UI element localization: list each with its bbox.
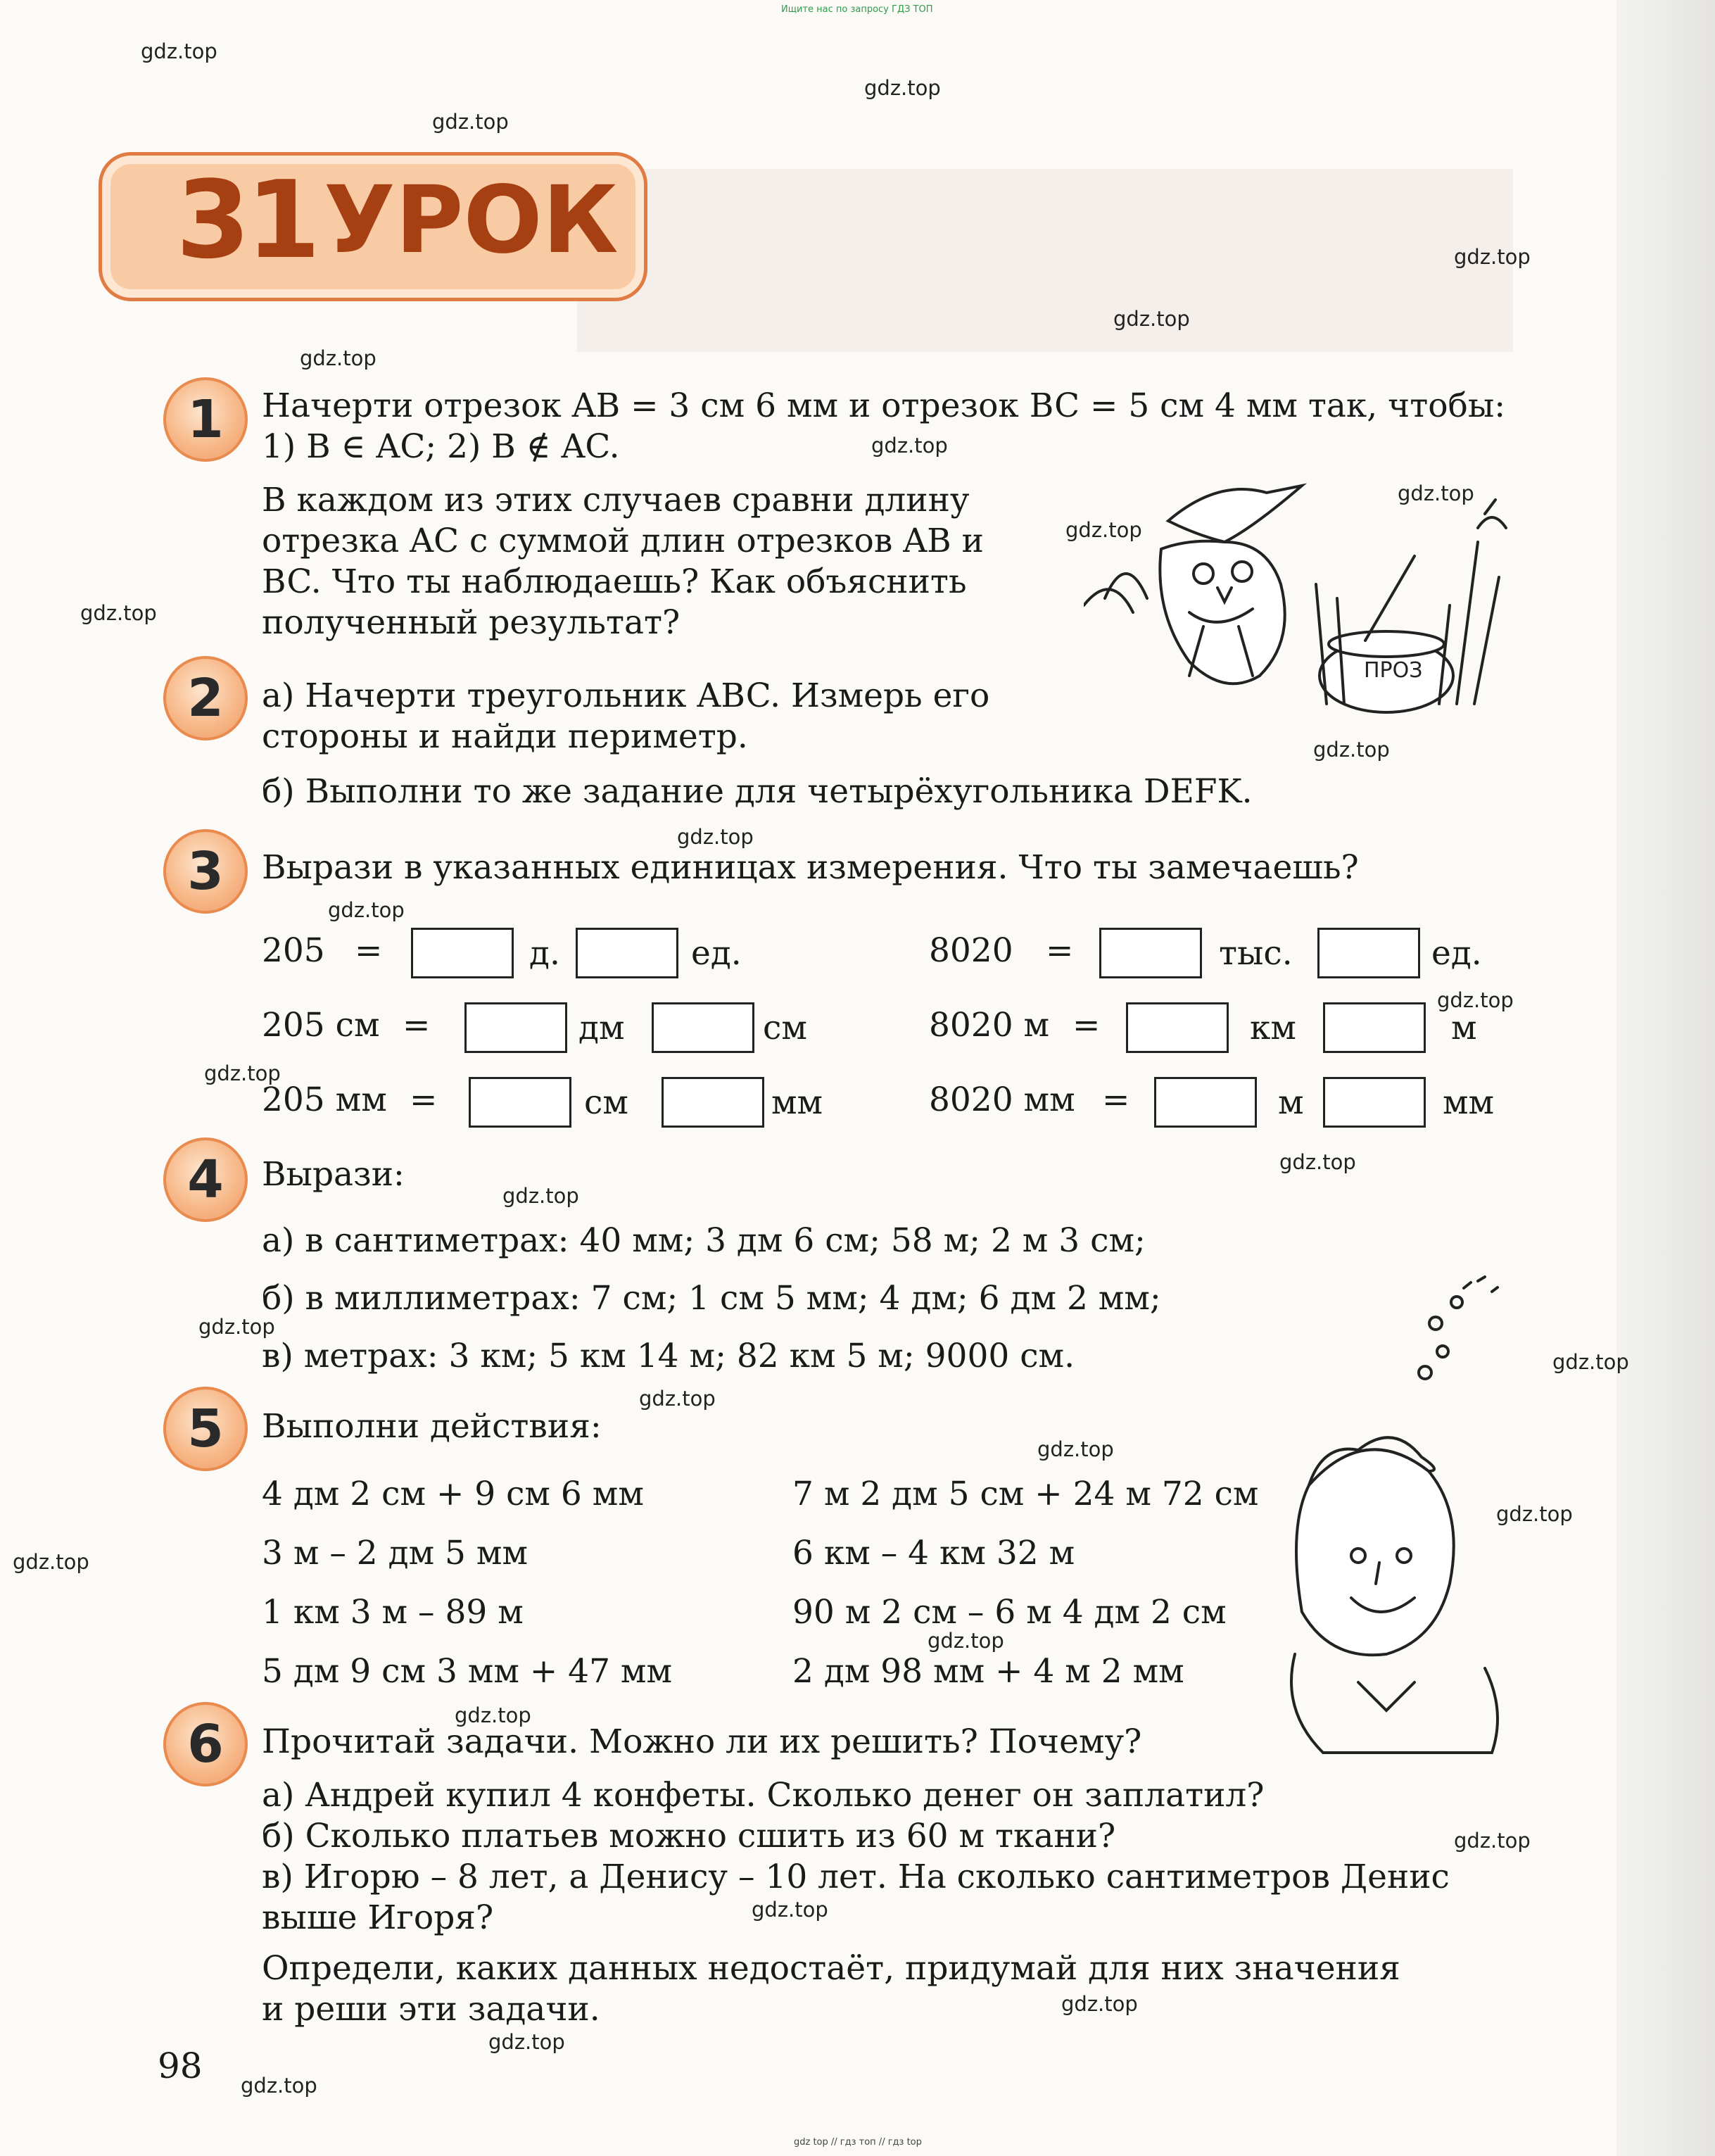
watermark: gdz.top xyxy=(1398,481,1474,505)
task6-line: и реши эти задачи. xyxy=(262,1990,600,2029)
answer-box[interactable] xyxy=(1099,928,1202,978)
watermark: gdz.top xyxy=(1454,1829,1531,1853)
watermark: gdz.top xyxy=(204,1061,281,1085)
boy-with-bees-illustration xyxy=(1281,1260,1513,1767)
task5-title: Выполни действия: xyxy=(262,1407,602,1446)
task-number-1: 1 xyxy=(163,377,248,462)
t3-row2-right: 8020 м xyxy=(929,1006,1050,1045)
task5-right-expr: 6 км – 4 км 32 м xyxy=(792,1534,1075,1572)
watermark: gdz.top xyxy=(328,898,405,922)
task4-line: в) метрах: 3 км; 5 км 14 м; 82 км 5 м; 9000 см. xyxy=(262,1337,1075,1375)
bleed-through-area xyxy=(577,169,1513,352)
answer-box[interactable] xyxy=(1126,1002,1229,1053)
answer-box[interactable] xyxy=(1323,1002,1426,1053)
answer-box[interactable] xyxy=(1317,928,1420,978)
pot-label: ПРОЗ xyxy=(1364,658,1423,683)
t3-row3-r1: м xyxy=(1278,1083,1304,1122)
t3-row3-right: 8020 мм xyxy=(929,1080,1075,1119)
task-number-2: 2 xyxy=(163,656,248,740)
watermark: gdz.top xyxy=(864,76,941,100)
t3-row1-r1: тыс. xyxy=(1219,934,1293,973)
t3-row2-r2: м xyxy=(1451,1009,1477,1047)
watermark: gdz.top xyxy=(677,825,754,849)
page-edge-shadow xyxy=(1616,0,1715,2156)
t3-row1-r2: ед. xyxy=(1431,934,1482,973)
task1-line: В каждом из этих случаев сравни длину xyxy=(262,481,970,519)
watermark: gdz.top xyxy=(198,1315,275,1339)
task-number-6: 6 xyxy=(163,1702,248,1786)
watermark: gdz.top xyxy=(455,1703,531,1727)
task6-line: б) Сколько платьев можно сшить из 60 м ткани? xyxy=(262,1817,1116,1855)
answer-box[interactable] xyxy=(652,1002,754,1053)
t3-row3-left: 205 мм xyxy=(262,1080,387,1119)
task2-line: а) Начерти треугольник ABC. Измерь его xyxy=(262,676,990,715)
bottom-note: gdz top // гдз топ // гдз top xyxy=(794,2137,922,2148)
watermark: gdz.top xyxy=(1113,307,1190,331)
watermark: gdz.top xyxy=(300,346,376,370)
watermark: gdz.top xyxy=(1454,245,1531,269)
watermark: gdz.top xyxy=(1037,1437,1114,1461)
t3-row1-right: 8020 xyxy=(929,931,1013,970)
page-number: 98 xyxy=(158,2045,203,2086)
task6-line: Определи, каких данных недостаёт, придумай для них значения xyxy=(262,1949,1400,1988)
t3-row2-left: 205 см xyxy=(262,1006,380,1045)
task5-right-expr: 7 м 2 дм 5 см + 24 м 72 см xyxy=(792,1475,1259,1513)
task6-line: выше Игоря? xyxy=(262,1898,494,1937)
answer-box[interactable] xyxy=(464,1002,567,1053)
task1-line: отрезка AC с суммой длин отрезков AB и xyxy=(262,522,984,560)
t3-row1-eq: = xyxy=(355,931,383,970)
t3-row2-eq: = xyxy=(403,1006,431,1045)
answer-box[interactable] xyxy=(1154,1077,1257,1128)
task1-line: полученный результат? xyxy=(262,603,681,642)
task6-line: в) Игорю – 8 лет, а Денису – 10 лет. На сколько сантиметров Денис xyxy=(262,1858,1450,1896)
lesson-number: 31 xyxy=(176,158,317,282)
task3-title: Вырази в указанных единицах измерения. Что ты замечаешь? xyxy=(262,848,1359,887)
task1-line: BC. Что ты наблюдаешь? Как объяснить xyxy=(262,562,967,601)
watermark: gdz.top xyxy=(432,110,509,134)
t3-row3-req: = xyxy=(1102,1080,1130,1119)
watermark: gdz.top xyxy=(13,1550,89,1574)
answer-box[interactable] xyxy=(469,1077,571,1128)
watermark: gdz.top xyxy=(80,601,157,625)
watermark: gdz.top xyxy=(928,1629,1004,1653)
t3-row2-req: = xyxy=(1072,1006,1101,1045)
answer-box[interactable] xyxy=(662,1077,764,1128)
t3-row3-u1: см xyxy=(584,1083,628,1122)
answer-box[interactable] xyxy=(411,928,514,978)
t3-row1-u2: ед. xyxy=(691,934,742,973)
t3-row2-r1: км xyxy=(1250,1009,1296,1047)
answer-box[interactable] xyxy=(1323,1077,1426,1128)
watermark: gdz.top xyxy=(871,434,948,458)
watermark: gdz.top xyxy=(1065,518,1142,542)
t3-row1-left: 205 xyxy=(262,931,325,970)
task4-line: а) в сантиметрах: 40 мм; 3 дм 6 см; 58 м; 2 м 3 см; xyxy=(262,1221,1146,1260)
watermark: gdz.top xyxy=(241,2074,317,2098)
watermark: gdz.top xyxy=(752,1898,828,1922)
task2-line: стороны и найди периметр. xyxy=(262,717,748,756)
task-number-4: 4 xyxy=(163,1137,248,1222)
owl-with-honey-pot-illustration xyxy=(1084,465,1520,725)
task6-line: а) Андрей купил 4 конфеты. Сколько денег он заплатил? xyxy=(262,1776,1265,1815)
watermark: gdz.top xyxy=(502,1184,579,1208)
lesson-word: УРОК xyxy=(324,166,619,275)
task4-line: б) в миллиметрах: 7 см; 1 см 5 мм; 4 дм; 6 дм 2 мм; xyxy=(262,1279,1161,1318)
watermark: gdz.top xyxy=(1552,1350,1629,1374)
task1-line: 1) B ∈ AC; 2) B ∉ AC. xyxy=(262,427,620,466)
watermark: gdz.top xyxy=(1313,738,1390,762)
task1-line: Начерти отрезок AB = 3 см 6 мм и отрезок BC = 5 см 4 мм так, чтобы: xyxy=(262,386,1506,425)
t3-row2-u2: см xyxy=(763,1009,807,1047)
t3-row3-u2: мм xyxy=(771,1083,823,1122)
watermark: gdz.top xyxy=(639,1387,716,1411)
answer-box[interactable] xyxy=(576,928,678,978)
top-note: Ищите нас по запросу ГДЗ ТОП xyxy=(781,4,933,15)
watermark: gdz.top xyxy=(1061,1992,1138,2016)
watermark: gdz.top xyxy=(1279,1150,1356,1174)
t3-row1-u1: д. xyxy=(529,934,560,973)
task6-line: Прочитай задачи. Можно ли их решить? Почему? xyxy=(262,1722,1142,1761)
task5-right-expr: 2 дм 98 мм + 4 м 2 мм xyxy=(792,1652,1184,1691)
task5-left-expr: 1 км 3 м – 89 м xyxy=(262,1593,524,1632)
watermark: gdz.top xyxy=(1437,988,1514,1012)
task-number-3: 3 xyxy=(163,829,248,914)
task5-right-expr: 90 м 2 см – 6 м 4 дм 2 см xyxy=(792,1593,1227,1632)
t3-row3-r2: мм xyxy=(1443,1083,1495,1122)
t3-row1-req: = xyxy=(1046,931,1074,970)
watermark: gdz.top xyxy=(1496,1502,1573,1526)
task4-title: Вырази: xyxy=(262,1155,405,1194)
task5-left-expr: 3 м – 2 дм 5 мм xyxy=(262,1534,529,1572)
watermark: gdz.top xyxy=(141,39,217,63)
task-number-5: 5 xyxy=(163,1387,248,1471)
task2-line: б) Выполни то же задание для четырёхугольника DEFK. xyxy=(262,772,1253,811)
watermark: gdz.top xyxy=(488,2030,565,2054)
t3-row2-u1: дм xyxy=(578,1009,625,1047)
task5-left-expr: 5 дм 9 см 3 мм + 47 мм xyxy=(262,1652,673,1691)
t3-row3-eq: = xyxy=(410,1080,438,1119)
task5-left-expr: 4 дм 2 см + 9 см 6 мм xyxy=(262,1475,644,1513)
